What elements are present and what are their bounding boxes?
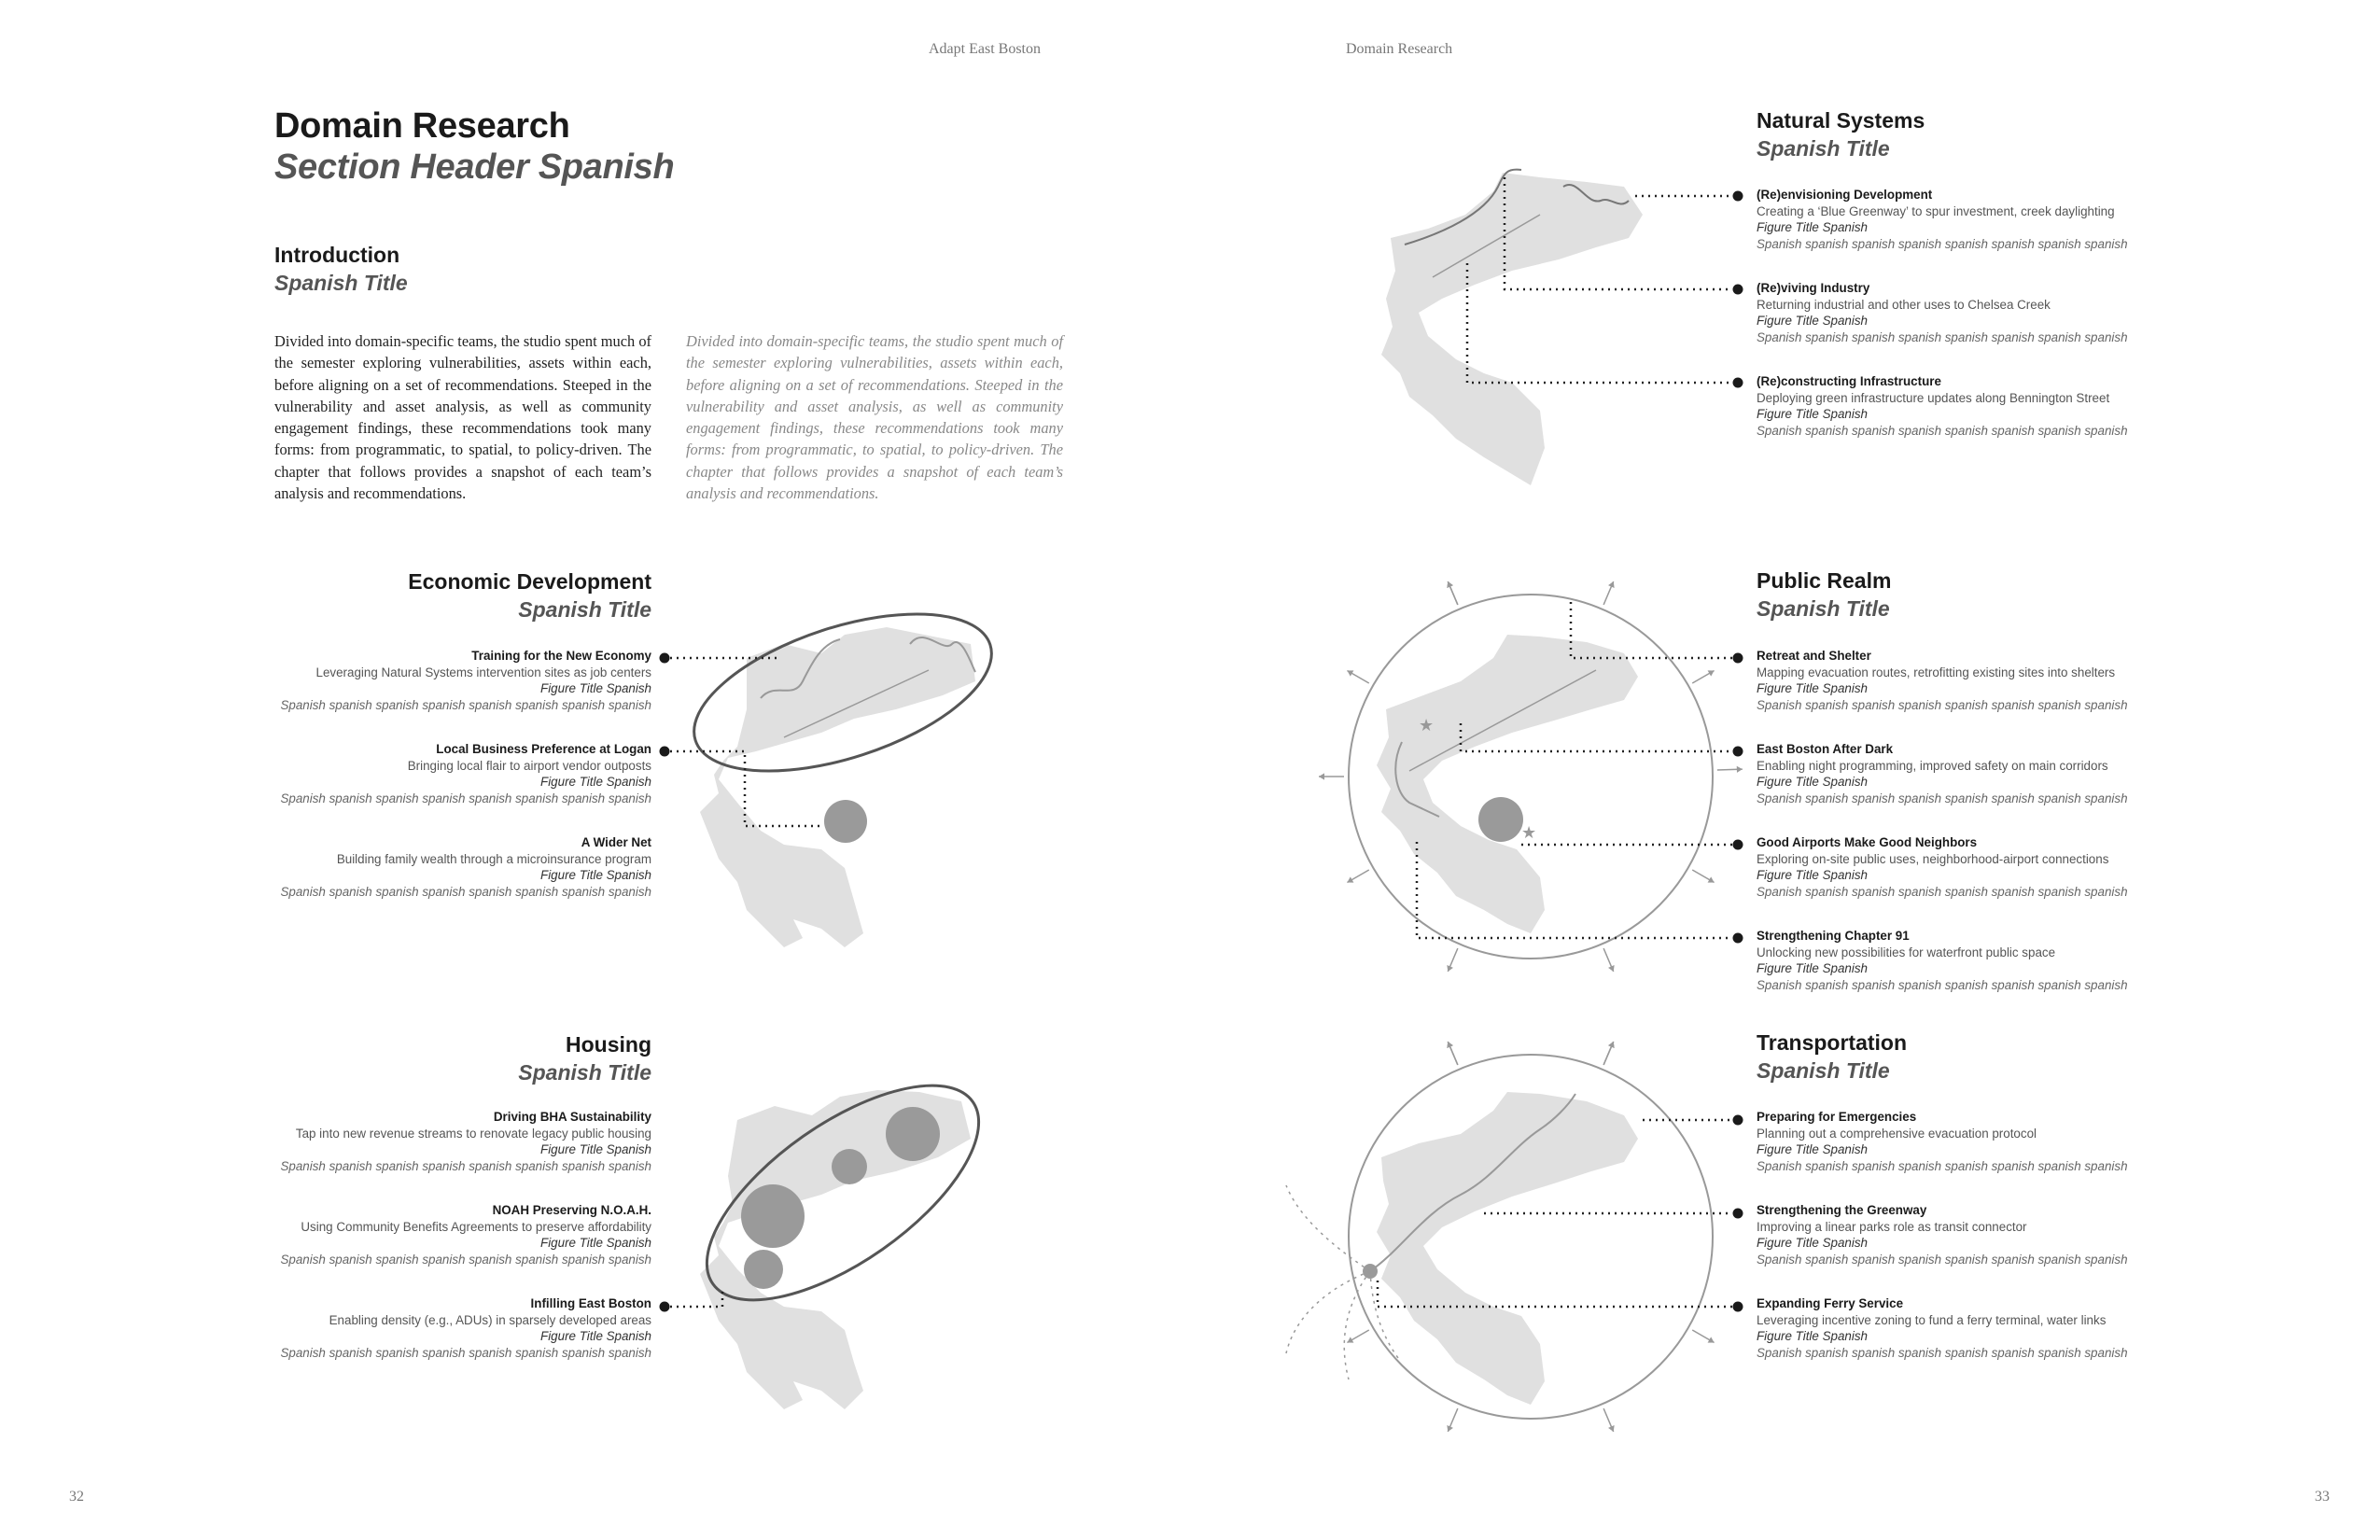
item-desc: Enabling density (e.g., ADUs) in sparsely developed areas xyxy=(329,1312,651,1327)
item-figure: Figure Title Spanish xyxy=(540,681,651,696)
item-figure: Figure Title Spanish xyxy=(1757,1142,1868,1157)
item-desc: Improving a linear parks role as transit connector xyxy=(1757,1219,2027,1234)
item-figure: Figure Title Spanish xyxy=(540,868,651,883)
item-spanish: Spanish spanish spanish spanish spanish spanish spanish spanish xyxy=(1757,423,2128,438)
item-spanish: Spanish spanish spanish spanish spanish spanish spanish spanish xyxy=(1757,236,2128,251)
item-desc: Mapping evacuation routes, retrofitting existing sites into shelters xyxy=(1757,665,2116,679)
item-figure: Figure Title Spanish xyxy=(540,1236,651,1251)
item-desc: Bringing local flair to airport vendor outposts xyxy=(407,758,651,773)
item-title: Retreat and Shelter xyxy=(1757,649,1871,663)
item-title: Local Business Preference at Logan xyxy=(436,742,651,756)
item-spanish: Spanish spanish spanish spanish spanish spanish spanish spanish xyxy=(1757,884,2128,899)
item-spanish: Spanish spanish spanish spanish spanish spanish spanish spanish xyxy=(280,791,651,805)
item-figure: Figure Title Spanish xyxy=(1757,868,1868,883)
item-desc: Building family wealth through a microinsurance program xyxy=(336,851,651,866)
item-title: Strengthening Chapter 91 xyxy=(1757,929,1910,943)
item-title: A Wider Net xyxy=(581,835,651,849)
economic-title-spanish: Spanish Title xyxy=(518,597,651,622)
item-figure: Figure Title Spanish xyxy=(1757,681,1868,696)
item-figure: Figure Title Spanish xyxy=(1757,407,1868,422)
ferry-route xyxy=(1286,1271,1370,1353)
item-title: (Re)viving Industry xyxy=(1757,281,1870,295)
public-title-spanish: Spanish Title xyxy=(1757,596,1890,621)
page-title-spanish: Section Header Spanish xyxy=(274,147,675,187)
item-title: Strengthening the Greenway xyxy=(1757,1203,1927,1217)
item-spanish: Spanish spanish spanish spanish spanish spanish spanish spanish xyxy=(1757,1158,2128,1173)
page-title: Domain Research xyxy=(274,106,570,146)
item-figure: Figure Title Spanish xyxy=(1757,775,1868,790)
item-desc: Leveraging Natural Systems intervention sites as job centers xyxy=(315,665,651,679)
running-header-left: Adapt East Boston xyxy=(929,41,1041,57)
page-number-left: 32 xyxy=(69,1489,84,1505)
intro-body: Divided into domain-specific teams, the studio spent much of the semester exploring vulnerabilities, assets within each, before aligning on a set of recommendations. Steeped in the vulnerability and asset analysis, as well as community engagement findings, these recommendations took many forms: from programmatic, to spatial, to policy-driven. The chapter that follows provides a snapshot of each team’s analysis and recommendations. xyxy=(274,332,651,503)
housing-title-spanish: Spanish Title xyxy=(518,1060,651,1085)
item-figure: Figure Title Spanish xyxy=(540,1142,651,1157)
item-title: Training for the New Economy xyxy=(471,649,651,663)
item-spanish: Spanish spanish spanish spanish spanish spanish spanish spanish xyxy=(1757,977,2128,992)
item-desc: Enabling night programming, improved safety on main corridors xyxy=(1757,758,2108,773)
star-icon: ★ xyxy=(1521,823,1537,843)
item-title: Driving BHA Sustainability xyxy=(493,1110,651,1124)
natural-title: Natural Systems xyxy=(1757,108,1925,133)
item-figure: Figure Title Spanish xyxy=(1757,961,1868,976)
housing-title: Housing xyxy=(566,1032,651,1057)
item-spanish: Spanish spanish spanish spanish spanish spanish spanish spanish xyxy=(280,1158,651,1173)
item-desc: Leveraging incentive zoning to fund a ferry terminal, water links xyxy=(1757,1312,2107,1327)
item-title: Good Airports Make Good Neighbors xyxy=(1757,835,1978,849)
item-desc: Using Community Benefits Agreements to preserve affordability xyxy=(301,1219,651,1234)
item-figure: Figure Title Spanish xyxy=(540,775,651,790)
item-spanish: Spanish spanish spanish spanish spanish spanish spanish spanish xyxy=(1757,1345,2128,1360)
item-figure: Figure Title Spanish xyxy=(1757,1236,1868,1251)
item-desc: Exploring on-site public uses, neighborhood-airport connections xyxy=(1757,851,2109,866)
running-header-right: Domain Research xyxy=(1346,41,1453,57)
item-desc: Creating a ‘Blue Greenway’ to spur investment, creek daylighting xyxy=(1757,203,2115,218)
item-figure: Figure Title Spanish xyxy=(1757,1329,1868,1344)
natural-title-spanish: Spanish Title xyxy=(1757,136,1890,161)
intro-body-spanish: Divided into domain-specific teams, the studio spent much of the semester exploring vulnerabilities, assets within each, before aligning on a set of recommendations. Steeped in the vulnerability and asset analysis, as well as community engagement findings, these recommendations took many forms: from programmatic, to spatial, to policy-driven. The chapter that follows provides a snapshot of each team’s analysis and recommendations. xyxy=(686,332,1063,503)
item-title: (Re)envisioning Development xyxy=(1757,188,1933,202)
item-spanish: Spanish spanish spanish spanish spanish spanish spanish spanish xyxy=(280,1345,651,1360)
item-spanish: Spanish spanish spanish spanish spanish spanish spanish spanish xyxy=(280,884,651,899)
public-title: Public Realm xyxy=(1757,568,1892,593)
economic-title: Economic Development xyxy=(408,569,651,594)
star-icon: ★ xyxy=(1419,716,1435,735)
item-title: East Boston After Dark xyxy=(1757,742,1894,756)
transport-title-spanish: Spanish Title xyxy=(1757,1058,1890,1083)
map-shape xyxy=(1377,1092,1638,1405)
item-title: Expanding Ferry Service xyxy=(1757,1296,1904,1310)
item-title: Preparing for Emergencies xyxy=(1757,1110,1917,1124)
leader-dot xyxy=(1733,1209,1743,1219)
item-figure: Figure Title Spanish xyxy=(540,1329,651,1344)
item-desc: Unlocking new possibilities for waterfront public space xyxy=(1757,945,2056,959)
leader-dot xyxy=(1733,1302,1743,1312)
page-number-right: 33 xyxy=(2315,1489,2330,1505)
item-spanish: Spanish spanish spanish spanish spanish spanish spanish spanish xyxy=(280,1252,651,1267)
item-spanish: Spanish spanish spanish spanish spanish spanish spanish spanish xyxy=(1757,329,2128,344)
item-title: (Re)constructing Infrastructure xyxy=(1757,374,1941,388)
intro-title: Introduction xyxy=(274,243,400,267)
item-desc: Tap into new revenue streams to renovate legacy public housing xyxy=(295,1126,651,1141)
item-spanish: Spanish spanish spanish spanish spanish spanish spanish spanish xyxy=(280,697,651,712)
item-desc: Returning industrial and other uses to Chelsea Creek xyxy=(1757,297,2051,312)
item-spanish: Spanish spanish spanish spanish spanish spanish spanish spanish xyxy=(1757,1252,2128,1267)
item-figure: Figure Title Spanish xyxy=(1757,314,1868,329)
item-spanish: Spanish spanish spanish spanish spanish spanish spanish spanish xyxy=(1757,791,2128,805)
ferry-route xyxy=(1286,1185,1370,1271)
transport-title: Transportation xyxy=(1757,1030,1908,1055)
item-figure: Figure Title Spanish xyxy=(1757,220,1868,235)
item-spanish: Spanish spanish spanish spanish spanish spanish spanish spanish xyxy=(1757,697,2128,712)
intro-title-spanish: Spanish Title xyxy=(274,271,408,295)
item-desc: Deploying green infrastructure updates along Bennington Street xyxy=(1757,390,2110,405)
item-title: Infilling East Boston xyxy=(530,1296,651,1310)
ferry-route xyxy=(1344,1271,1370,1379)
leader-dot xyxy=(1733,1115,1743,1126)
item-title: NOAH Preserving N.O.A.H. xyxy=(492,1203,651,1217)
item-desc: Planning out a comprehensive evacuation protocol xyxy=(1757,1126,2037,1141)
